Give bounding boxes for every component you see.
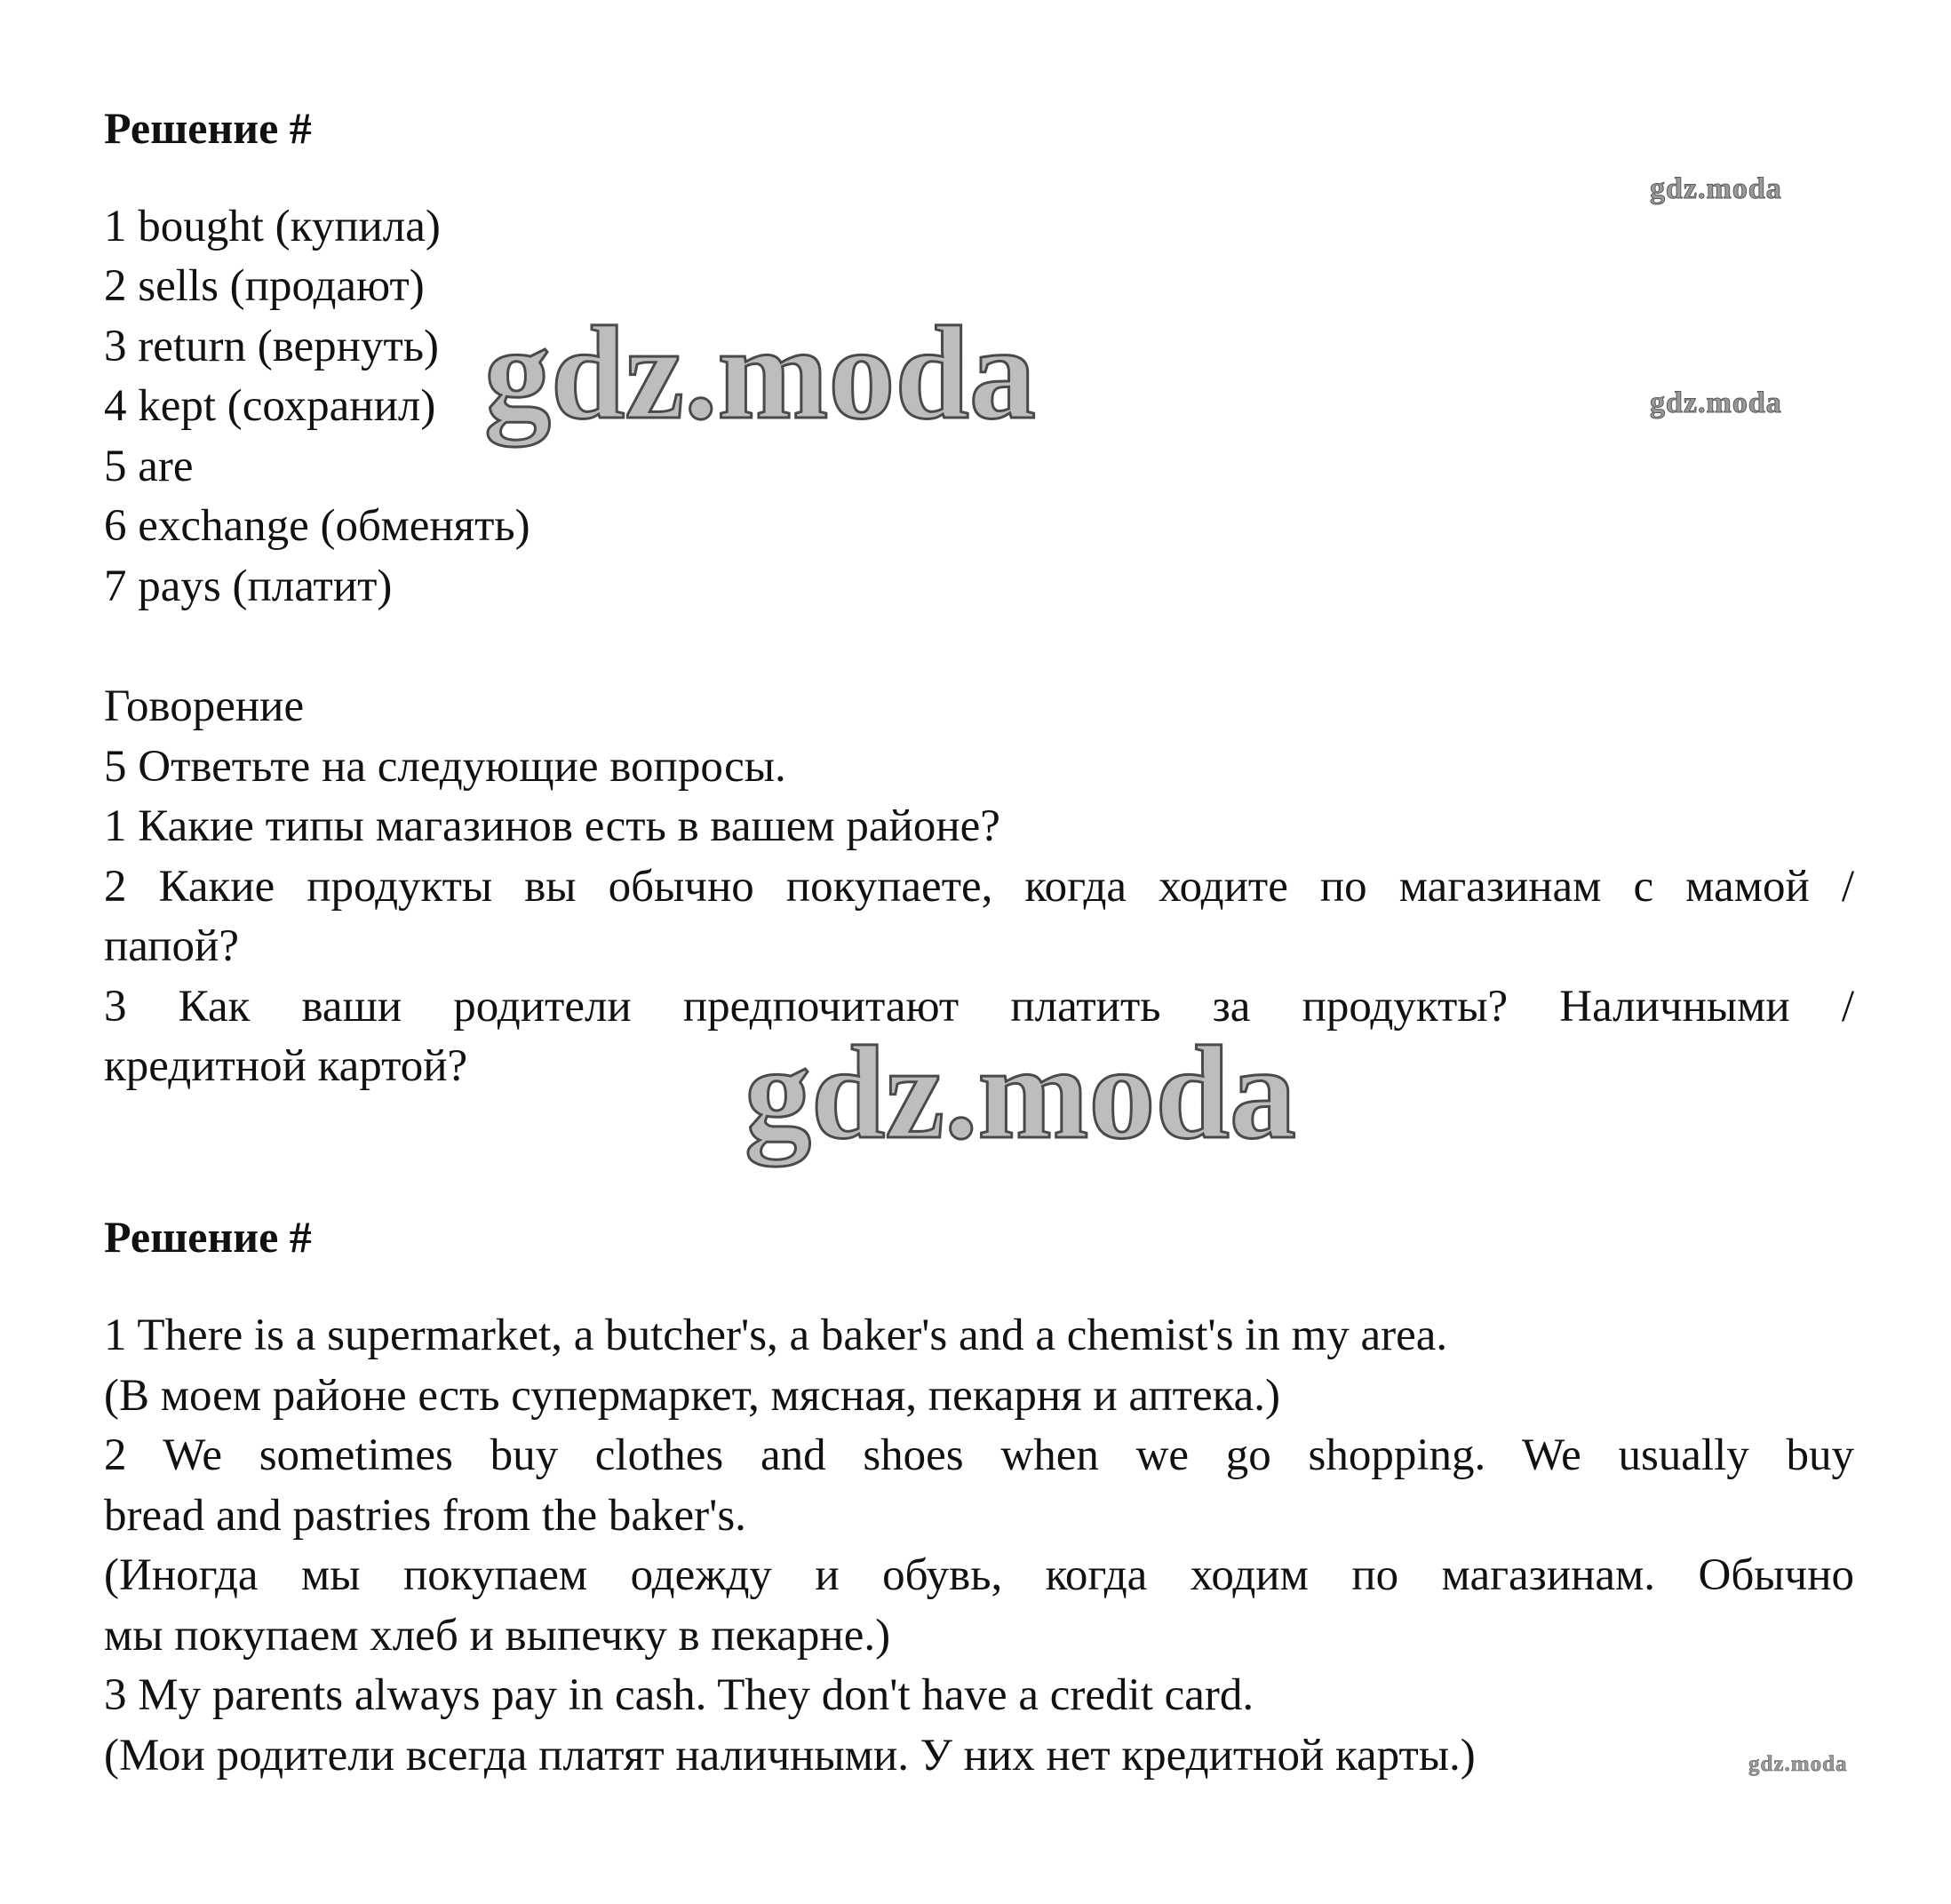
solution-answer-2-translation-line-2: мы покупаем хлеб и выпечку в пекарне.) (104, 1611, 891, 1661)
answer-3: 3 return (вернуть) (104, 322, 439, 371)
solution-answer-1: 1 There is a supermarket, a butcher's, a baker's and a chemist's in my area. (104, 1310, 1448, 1360)
solution-answer-2-line-1: 2 We sometimes buy clothes and shoes when we go shopping. We usually buy (104, 1430, 1854, 1480)
solution-answer-2-line-2: bread and pastries from the baker's. (104, 1491, 746, 1541)
answer-7: 7 pays (платит) (104, 562, 393, 611)
watermark-tiny-bottom: gdz.moda (1748, 1752, 1848, 1776)
watermark-large-bottom: gdz.moda (745, 1019, 1296, 1167)
speaking-task: 5 Ответьте на следующие вопросы. (104, 742, 786, 792)
speaking-question-2-line-1: 2 Какие продукты вы обычно покупаете, когда ходите по магазинам с мамой / (104, 862, 1854, 912)
solution-answer-1-translation: (В моем районе есть супермаркет, мясная, пекарня и аптека.) (104, 1371, 1280, 1421)
watermark-large-top: gdz.moda (484, 299, 1036, 447)
answer-5: 5 are (104, 442, 194, 491)
answer-6: 6 exchange (обменять) (104, 501, 530, 551)
speaking-question-3-line-2: кредитной картой? (104, 1041, 468, 1091)
answer-4: 4 kept (сохранил) (104, 381, 436, 431)
watermark-small-middle: gdz.moda (1650, 386, 1782, 419)
speaking-title: Говорение (104, 681, 305, 731)
watermark-small-top: gdz.moda (1650, 172, 1782, 205)
solution-answer-3-translation: (Мои родители всегда платят наличными. У них нет кредитной карты.) (104, 1731, 1476, 1781)
answer-2: 2 sells (продают) (104, 261, 425, 311)
solution-answer-3: 3 My parents always pay in cash. They don't have a credit card. (104, 1670, 1254, 1720)
speaking-question-3-line-1: 3 Как ваши родители предпочитают платить за продукты? Наличными / (104, 982, 1854, 1032)
speaking-question-2-line-2: папой? (104, 921, 239, 971)
solution-heading-2: Решение # (104, 1212, 312, 1262)
solution-answer-2-translation-line-1: (Иногда мы покупаем одежду и обувь, когда ходим по магазинам. Обычно (104, 1550, 1854, 1600)
solution-heading-1: Решение # (104, 103, 312, 153)
speaking-question-1: 1 Какие типы магазинов есть в вашем районе? (104, 801, 1000, 851)
answer-1: 1 bought (купила) (104, 202, 441, 251)
